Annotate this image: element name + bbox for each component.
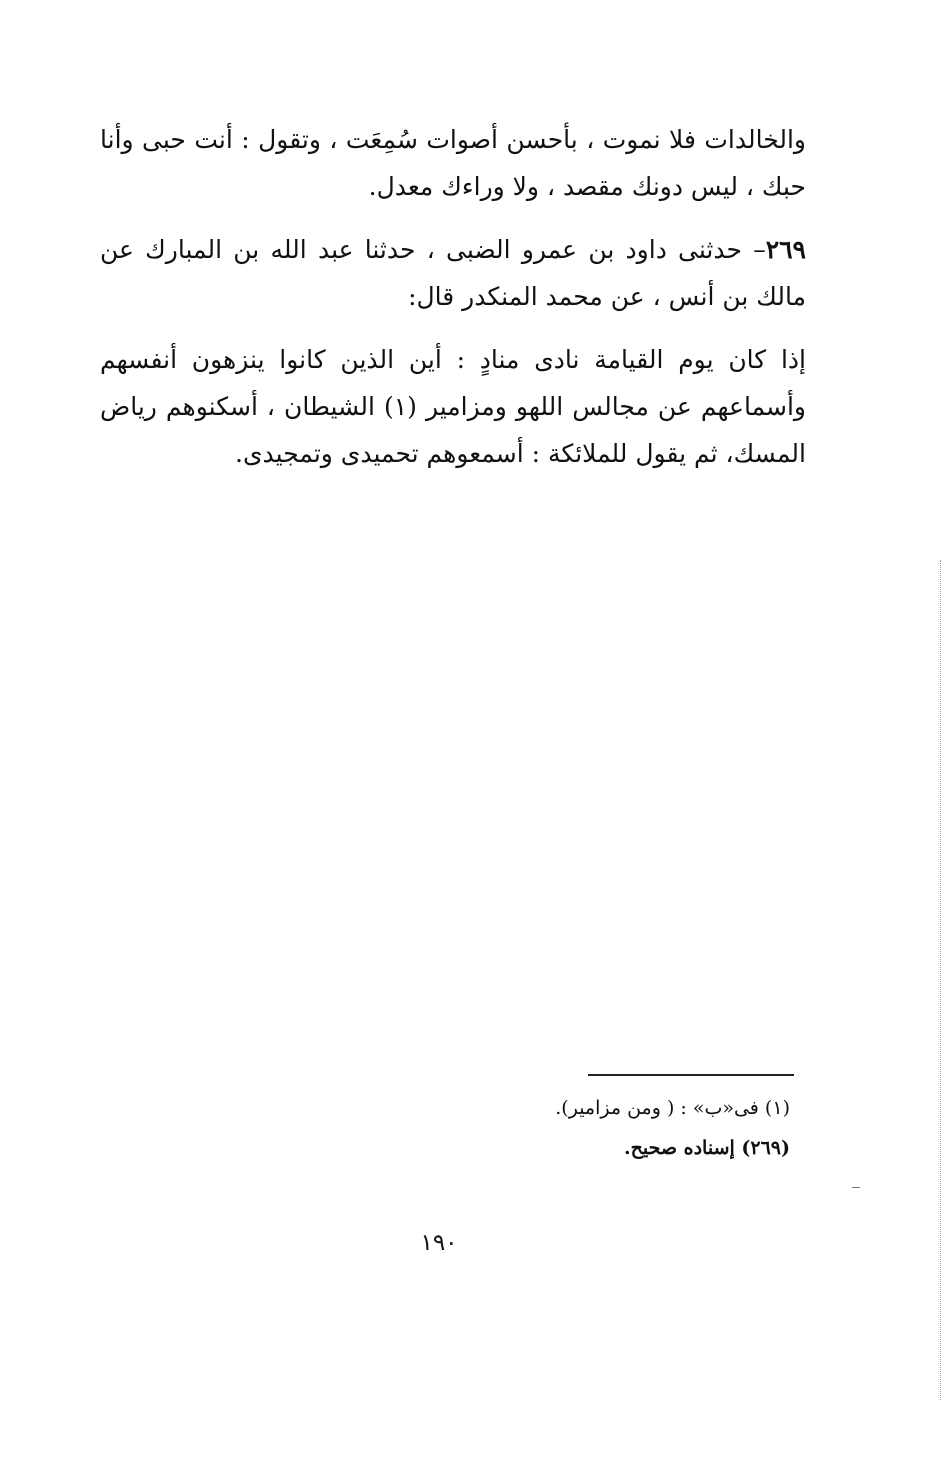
hadith-269-line-2: مالك بن أنس ، عن محمد المنكدر قال: bbox=[408, 282, 806, 311]
paragraph-1-line-2: حبك ، ليس دونك مقصد ، ولا وراءك معدل. bbox=[368, 172, 806, 201]
paragraph-3-line-3: المسك، ثم يقول للملائكة : أسمعوهم تحميدى وتمجيدى. bbox=[235, 439, 806, 468]
paragraph-3-line-2: وأسماعهم عن مجالس اللهو ومزامير (١) الشيطان ، أسكنوهم رياض bbox=[100, 392, 806, 421]
scan-mark-artifact bbox=[852, 1187, 860, 1188]
footnote-divider bbox=[588, 1074, 794, 1076]
hadith-269-line-1-text: – حدثنى داود بن عمرو الضبى ، حدثنا عبد الله بن المبارك عن bbox=[100, 235, 766, 264]
hadith-269-line-1 bbox=[100, 226, 806, 273]
footnote-1: (١) فى«ب» : ( ومن مزامير). bbox=[555, 1097, 790, 1119]
footnote-2: (٢٦٩) إسناده صحيح. bbox=[624, 1137, 790, 1159]
paragraph-1 bbox=[100, 116, 806, 210]
paragraph-3-line-1: إذا كان يوم القيامة نادى منادٍ : أين الذين كانوا ينزهون أنفسهم bbox=[100, 345, 806, 374]
paragraph-1-line-1: والخالدات فلا نموت ، بأحسن أصوات سُمِعَت ، وتقول : أنت حبى وأنا bbox=[100, 125, 806, 154]
paragraph-3 bbox=[100, 336, 806, 477]
hadith-number: ٢٦٩ bbox=[765, 235, 806, 264]
footnotes bbox=[480, 1088, 790, 1168]
scan-edge-artifact bbox=[940, 560, 941, 1400]
hadith-269 bbox=[100, 226, 806, 320]
page-number: ١٩٠ bbox=[420, 1230, 458, 1256]
